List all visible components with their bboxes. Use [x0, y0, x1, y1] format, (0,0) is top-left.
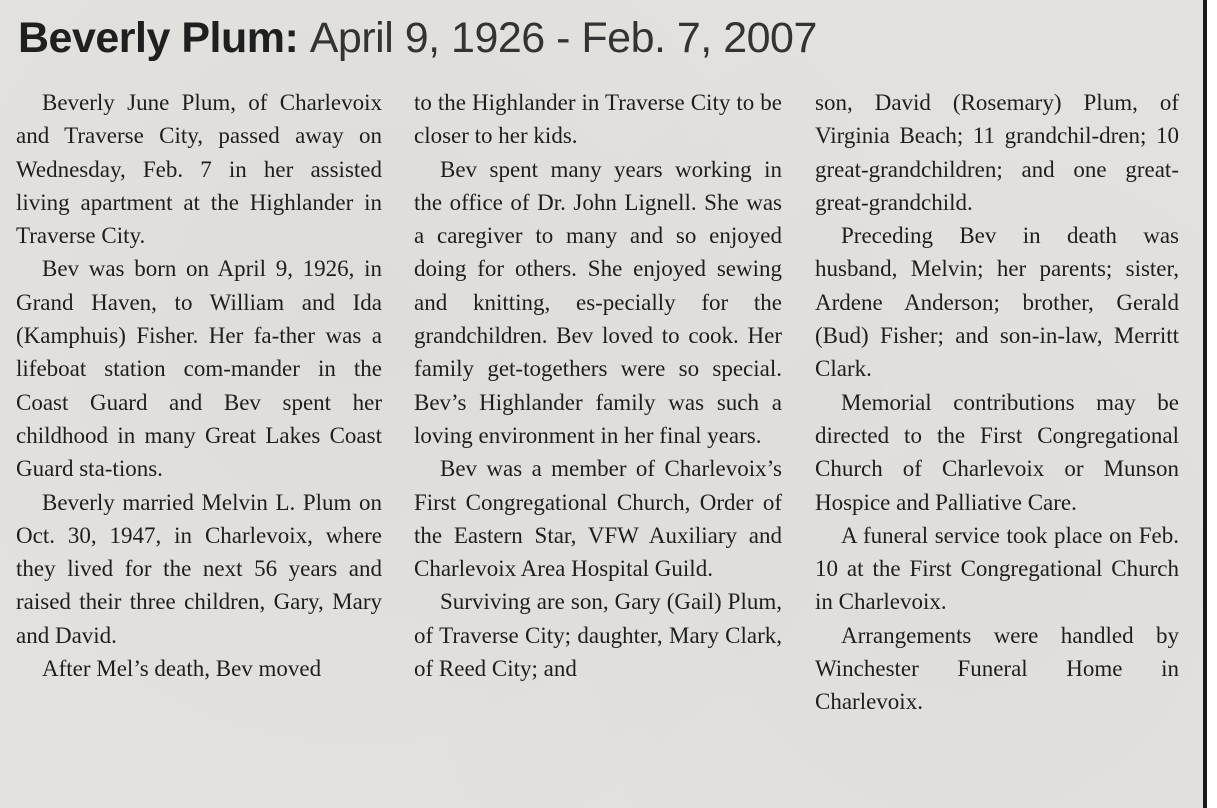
paragraph-continuation: to the Highlander in Traverse City to be closer to her kids.: [414, 90, 782, 149]
paragraph-memorials: Memorial contributions may be directed to the First Congregational Church of Charlevoix or Munson Hospice and Palliative Care.: [815, 389, 1179, 515]
paragraph-birth: Bev was born on April 9, 1926, in Grand Haven, to William and Ida (Kamphuis) Fisher. Her fa-ther was a lifeboat station com-mander in the Coast Guard and Bev spent her childhood in many Great Lakes Coast Guard sta-tions.: [16, 256, 382, 482]
paragraph-survivors-continued: son, David (Rosemary) Plum, of Virginia Beach; 11 grandchil-dren; 10 great-grandchildren; and one great-great-grandchild.: [815, 90, 1179, 215]
column-1: [16, 86, 382, 685]
obituary-headline: [18, 10, 817, 66]
paragraph-intro: Beverly June Plum, of Charlevoix and Traverse City, passed away on Wednesday, Feb. 7 in her assisted living apartment at the Highlander in Traverse City.: [16, 90, 382, 249]
paragraph-preceded: Preceding Bev in death was husband, Melvin; her parents; sister, Ardene Anderson; brother, Gerald (Bud) Fisher; and son-in-law, Merritt Clark.: [815, 223, 1179, 382]
paragraph-service: A funeral service took place on Feb. 10 at the First Congregational Church in Charlevoix.: [815, 522, 1179, 615]
paragraph-memberships: Bev was a member of Charlevoix’s First Congregational Church, Order of the Eastern Star, VFW Auxiliary and Charlevoix Area Hospital Guild.: [414, 456, 782, 582]
paragraph-marriage: Beverly married Melvin L. Plum on Oct. 30, 1947, in Charlevoix, where they lived for the next 56 years and raised their three children, Gary, Mary and David.: [16, 489, 382, 648]
page-edge: [1203, 0, 1217, 808]
column-2: [414, 86, 782, 685]
headline-name: Beverly Plum:: [18, 14, 299, 62]
headline-dates: April 9, 1926 - Feb. 7, 2007: [309, 14, 817, 62]
paragraph-career: Bev spent many years working in the office of Dr. John Lignell. She was a caregiver to many and so enjoyed doing for others. She enjoyed sewing and knitting, es-pecially for the grandchildren. Bev loved to cook. Her family get-togethers were so special. Bev’s Highlander family was such a loving environment in her final years.: [414, 156, 782, 448]
column-3: [815, 86, 1179, 719]
paragraph-arrangements: Arrangements were handled by Winchester Funeral Home in Charlevoix.: [815, 622, 1179, 715]
paragraph-after-death: After Mel’s death, Bev moved: [42, 656, 322, 682]
paragraph-survivors: Surviving are son, Gary (Gail) Plum, of Traverse City; daughter, Mary Clark, of Reed City; and: [414, 589, 782, 682]
